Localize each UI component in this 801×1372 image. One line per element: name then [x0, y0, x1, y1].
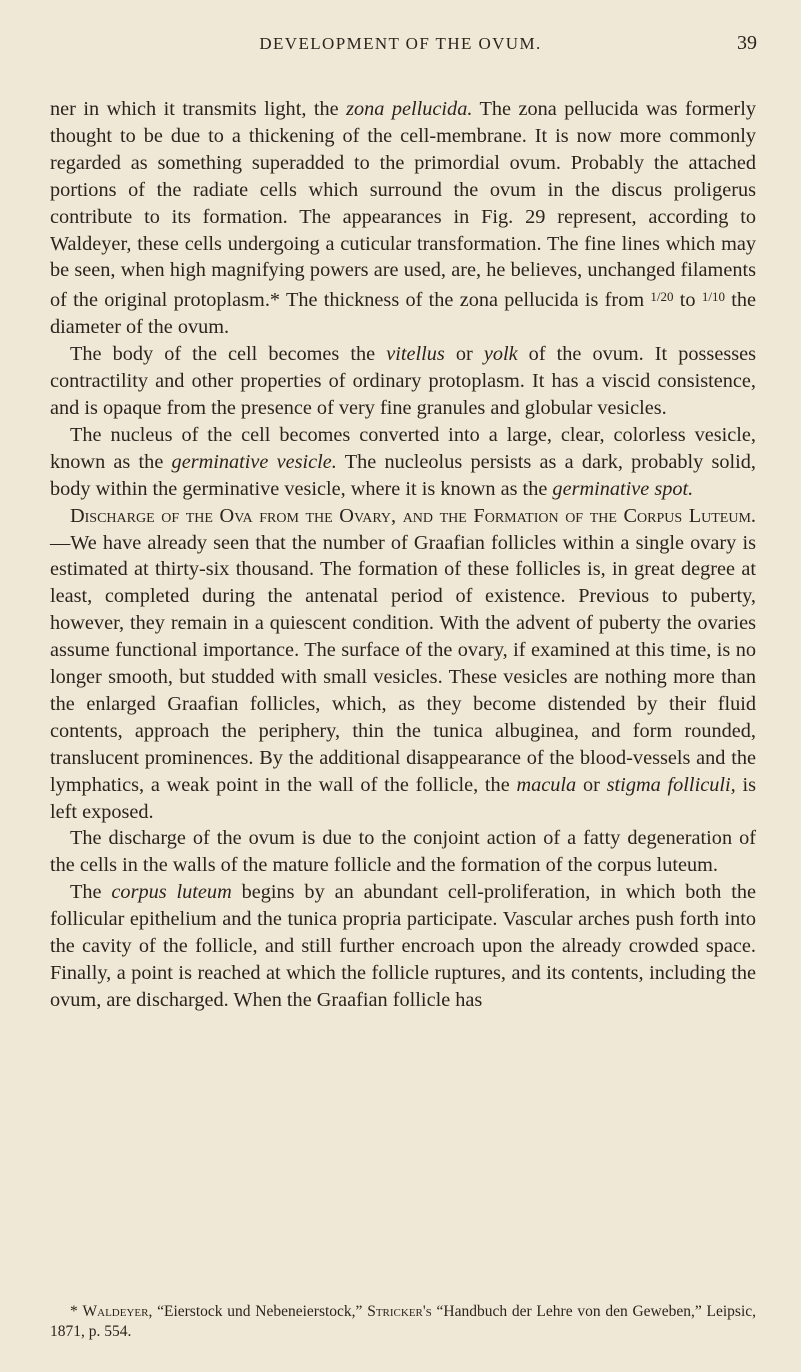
text-run: “Handbuch der Lehre von den Geweben,” Leipsic, 1871, p. 554.: [50, 1303, 757, 1340]
fraction: 1/10: [701, 289, 725, 305]
page-number: 39: [737, 32, 757, 54]
text-run: —We have already seen that the number of Graafian follicles within a single ovary is estimated at thirty-six thousand. The formation of these follicles is, in great degree at least, completed during the antenatal period of existence. Previous to puberty, however, they remain in a quiescent condition. With the advent of puberty the ovaries assume functional importance. The surface of the ovary, if examined at this time, is no longer smooth, but studded with small vesicles. These vesicles are nothing more than the enlarged Graafian follicles, which, as they become distended by their fluid contents, approach the periphery, thin the tunica albuginea, and form rounded, translucent prominences. By the additional disappearance of the blood-vessels and the lymphatics, a weak point in the wall of the follicle, the: [50, 531, 756, 796]
italic-term: stigma folliculi,: [606, 773, 736, 796]
text-run: to: [673, 289, 702, 312]
text-run: or: [444, 343, 484, 366]
body-text: [50, 96, 756, 1014]
text-run: or: [576, 773, 607, 796]
italic-term: yolk: [483, 343, 518, 366]
text-run: The nucleus of the cell becomes converted into a large, clear, colorless vesicle, known as the: [50, 423, 756, 473]
paragraph-corpus-luteum: [50, 879, 756, 1014]
footnote-marker: *: [70, 1303, 83, 1320]
text-run: The: [70, 881, 112, 904]
paragraph-germinative-vesicle: [50, 422, 756, 503]
text-run: is left exposed.: [50, 773, 756, 823]
footnote-text: [50, 1302, 756, 1342]
paragraph-discharge-of-ova: [50, 503, 756, 826]
running-header: [0, 28, 801, 58]
running-title: DEVELOPMENT OF THE OVUM.: [259, 34, 542, 53]
paragraph-vitellus: [50, 341, 756, 422]
italic-term: vitellus: [386, 343, 445, 366]
italic-term: corpus luteum: [111, 881, 232, 904]
italic-term: germinative spot.: [552, 477, 694, 500]
italic-term: zona pellucida.: [346, 98, 473, 120]
text-run: of the ovum. It possesses contractility and other properties of ordinary protoplasm. It has a viscid consistence, and is opaque from the presence of very fine granules and globular vesicles.: [50, 343, 756, 419]
text-run: The zona pellucida was formerly thought to be due to a thickening of the cell-membrane. It is now more commonly regarded as something superadded to the primordial ovum. Probably the attached portions of the radiate cells which surround the ovum in the discus proligerus contribute to its formation. The appearances in Fig. 29 represent, according to Waldeyer, these cells undergoing a cuticular transformation. The fine lines which may be seen, when high magnifying powers are used, are, he believes, unchanged filaments of the original protoplasm.* The thickness of the zona pellucida is from: [50, 98, 756, 312]
fraction: 1/20: [650, 289, 674, 305]
text-run: the diameter of the ovum.: [50, 289, 757, 339]
footnote: [50, 1302, 756, 1342]
italic-term: germinative vesicle.: [171, 450, 337, 473]
text-run: ner in which it transmits light, the: [50, 98, 347, 120]
paragraph-zona-pellucida: [50, 96, 756, 341]
text-run: , “Eierstock und Nebeneierstock,”: [148, 1303, 368, 1320]
text-run: The nucleolus persists as a dark, probably solid, body within the germinative vesicle, where it is known as the: [50, 450, 756, 500]
paragraph-discharge-cause: The discharge of the ovum is due to the conjoint action of a fatty degeneration of the cells in the walls of the mature follicle and the formation of the corpus luteum.: [50, 827, 756, 877]
section-heading: Discharge of the Ova from the Ovary, and the Formation of the Corpus Luteum.: [70, 504, 756, 527]
italic-term: macula: [516, 773, 577, 796]
text-run: The body of the cell becomes the: [70, 343, 387, 366]
footnote-author: Waldeyer: [82, 1303, 149, 1320]
text-run: begins by an abundant cell-proliferation, in which both the follicular epithelium and the tunica propria participate. Vascular arches push forth into the cavity of the follicle, and still further encroach upon the already crowded space. Finally, a point is reached at which the follicle ruptures, and its contents, including the ovum, are discharged. When the Graafian follicle has: [50, 881, 756, 1011]
footnote-reference: Stricker's: [367, 1303, 432, 1320]
